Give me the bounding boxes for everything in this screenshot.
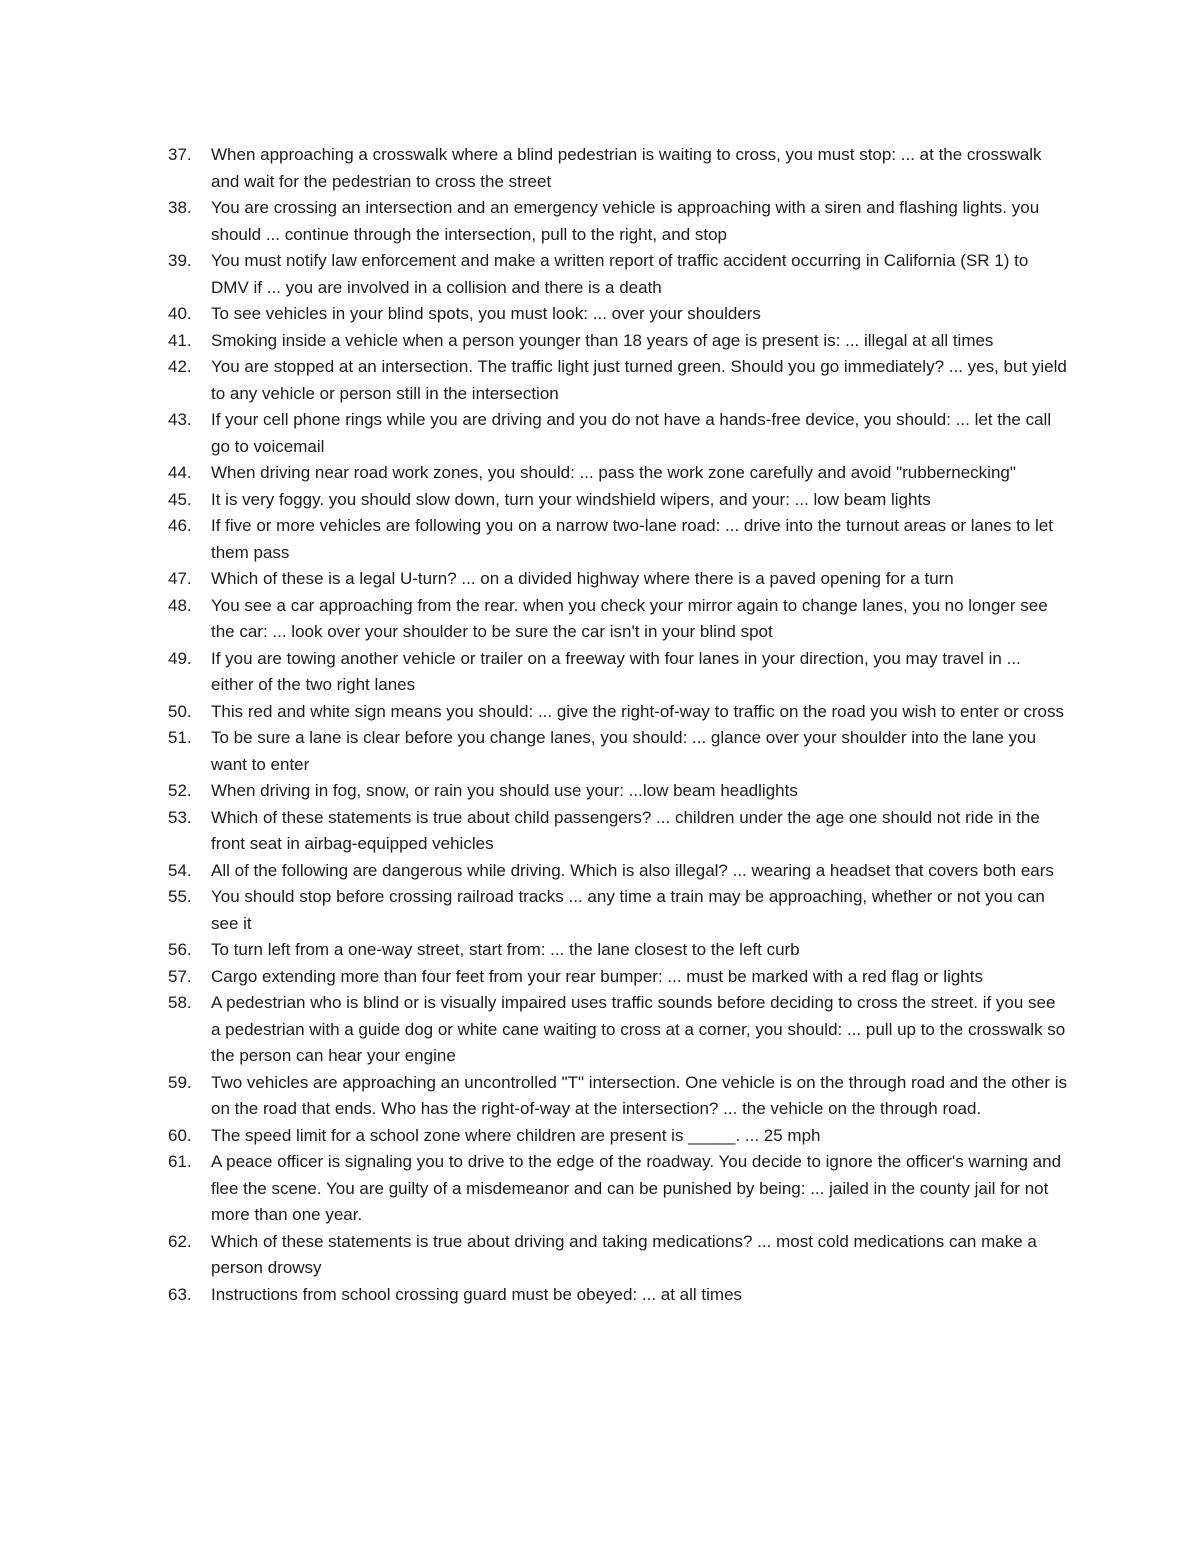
item-number: 56. [168, 940, 192, 959]
item-number: 43. [168, 410, 192, 429]
item-text: Cargo extending more than four feet from your rear bumper: ... must be marked with a red flag or lights [211, 966, 983, 986]
item-text: Which of these statements is true about child passengers? ... children under the age one should not ride in the front seat in airbag-equipped vehicles [211, 807, 1040, 853]
item-number: 40. [168, 304, 192, 323]
item-text: If five or more vehicles are following you on a narrow two-lane road: ... drive into the turnout areas or lanes to let them pass [211, 516, 1053, 562]
list-item [168, 937, 1068, 964]
item-number: 52. [168, 781, 192, 800]
list-item [168, 248, 1068, 301]
item-text: When driving near road work zones, you should: ... pass the work zone carefully and avoid "rubbernecking" [211, 463, 1016, 482]
item-text: This red and white sign means you should: ... give the right-of-way to traffic on the road you wish to enter or cross [211, 701, 1064, 721]
list-item [168, 566, 1068, 593]
list-item [168, 699, 1068, 726]
item-text: To turn left from a one-way street, start from: ... the lane closest to the left curb [211, 940, 800, 959]
item-text: All of the following are dangerous while driving. Which is also illegal? ... wearing a headset that covers both ears [211, 860, 1054, 880]
item-number: 38. [168, 198, 192, 217]
item-number: 54. [168, 860, 192, 880]
item-text: When approaching a crosswalk where a blind pedestrian is waiting to cross, you must stop: ... at the crosswalk and wait for the pedestrian to cross the street [211, 145, 1042, 191]
list-item [168, 646, 1068, 699]
item-text: You are crossing an intersection and an emergency vehicle is approaching with a siren and flashing lights. you should ... continue through the intersection, pull to the right, and stop [211, 198, 1040, 244]
list-item [168, 805, 1068, 858]
item-text: The speed limit for a school zone where children are present is _____. ... 25 mph [211, 1125, 821, 1145]
list-item [168, 1149, 1068, 1229]
item-number: 61. [168, 1152, 192, 1171]
item-number: 62. [168, 1231, 192, 1251]
item-text: It is very foggy. you should slow down, turn your windshield wipers, and your: ... low beam lights [211, 489, 931, 509]
item-text: To be sure a lane is clear before you change lanes, you should: ... glance over your shoulder into the lane you want to enter [211, 728, 1037, 774]
item-number: 37. [168, 145, 192, 164]
item-text: You are stopped at an intersection. The traffic light just turned green. Should you go immediately? ... yes, but yield to any vehicle or person still in the intersection [211, 357, 1067, 403]
item-number: 41. [168, 330, 192, 350]
item-number: 51. [168, 728, 192, 747]
item-text: When driving in fog, snow, or rain you should use your: ...low beam headlights [211, 781, 798, 800]
item-number: 53. [168, 807, 192, 827]
list-item [168, 195, 1068, 248]
item-text: Which of these statements is true about driving and taking medications? ... most cold medications can make a person drowsy [211, 1231, 1037, 1277]
list-item [168, 460, 1068, 487]
item-text: You should stop before crossing railroad tracks ... any time a train may be approaching, whether or not you can see it [211, 887, 1045, 933]
item-number: 50. [168, 701, 192, 721]
list-item [168, 964, 1068, 991]
list-item [168, 1229, 1068, 1282]
list-item [168, 884, 1068, 937]
list-item [168, 593, 1068, 646]
list-item [168, 778, 1068, 805]
list-item [168, 1123, 1068, 1150]
item-text: If you are towing another vehicle or trailer on a freeway with four lanes in your direction, you may travel in ... either of the two right lanes [211, 648, 1021, 694]
item-number: 57. [168, 966, 192, 986]
item-number: 47. [168, 569, 192, 588]
list-item [168, 858, 1068, 885]
list-item [168, 1070, 1068, 1123]
list-item [168, 407, 1068, 460]
item-number: 49. [168, 648, 192, 668]
item-text: Two vehicles are approaching an uncontrolled "T" intersection. One vehicle is on the through road and the other is on the road that ends. Who has the right-of-way at the intersection? ... the vehicle on the through road. [211, 1072, 1067, 1118]
item-number: 44. [168, 463, 192, 482]
item-number: 48. [168, 595, 192, 615]
list-item [168, 487, 1068, 514]
list-item [168, 301, 1068, 328]
item-text: You see a car approaching from the rear. when you check your mirror again to change lanes, you no longer see the car: ... look over your shoulder to be sure the car isn't in your blind spot [211, 595, 1048, 641]
list-item [168, 513, 1068, 566]
item-number: 55. [168, 887, 192, 906]
item-text: A pedestrian who is blind or is visually impaired uses traffic sounds before deciding to cross the street. if you see a pedestrian with a guide dog or white cane waiting to cross at a corner, you should: ... pull up to the crosswalk so the person can hear your engine [211, 993, 1066, 1065]
item-text: If your cell phone rings while you are driving and you do not have a hands-free device, you should: ... let the call go to voicemail [211, 410, 1052, 456]
item-text: A peace officer is signaling you to drive to the edge of the roadway. You decide to ignore the officer's warning and flee the scene. You are guilty of a misdemeanor and can be punished by being: ... jailed in the county jail for not more than one year. [211, 1152, 1062, 1224]
item-number: 39. [168, 251, 192, 270]
item-number: 42. [168, 357, 192, 376]
item-text: Smoking inside a vehicle when a person younger than 18 years of age is present is: ... illegal at all times [211, 330, 994, 350]
list-item [168, 990, 1068, 1070]
list-item [168, 1282, 1068, 1309]
question-answer-list [168, 142, 1068, 1308]
list-item [168, 354, 1068, 407]
item-text: To see vehicles in your blind spots, you must look: ... over your shoulders [211, 304, 761, 323]
item-text: Instructions from school crossing guard must be obeyed: ... at all times [211, 1284, 743, 1304]
item-number: 59. [168, 1072, 192, 1092]
item-number: 46. [168, 516, 192, 535]
list-item [168, 142, 1068, 195]
item-text: Which of these is a legal U-turn? ... on a divided highway where there is a paved opening for a turn [211, 569, 954, 588]
item-number: 63. [168, 1284, 192, 1304]
item-number: 60. [168, 1125, 192, 1145]
list-item [168, 328, 1068, 355]
item-text: You must notify law enforcement and make a written report of traffic accident occurring in California (SR 1) to DMV if ... you are involved in a collision and there is a death [211, 251, 1029, 297]
item-number: 45. [168, 489, 192, 509]
item-number: 58. [168, 993, 192, 1012]
list-item [168, 725, 1068, 778]
